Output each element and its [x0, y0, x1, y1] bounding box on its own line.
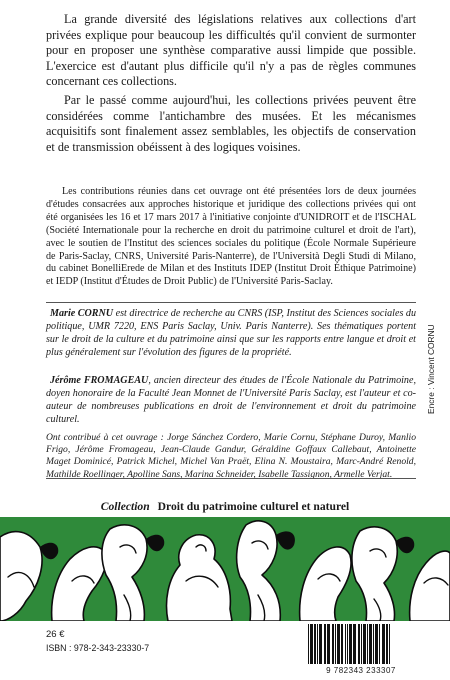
author-bio-text: est directrice de recherche au CNRS (ISP, Institut des Sciences sociales du politique, UMR 7220, ENS Paris Saclay, Univ. Paris Nanterre). Ses thématiques portent sur le droit de la culture et du patrimoine ainsi que sur les rapports entre langue et droit et plus généralement sur l'évolution des figures de la propriété.	[46, 308, 417, 358]
barcode-bar	[363, 624, 366, 664]
barcode-bar	[310, 624, 313, 664]
contributions-text: Les contributions réunies dans cet ouvrage ont été présentées lors de deux journées d'études consacrées aux approches historique et juridique des collections privées qui ont été organisées les 16 et 17 mars 2017 à l'initiative conjointe d'UNIDROIT et de l'ISCHAL (Société Internationale pour la recherche en droit du patrimoine culturel et droit de l'art), avec le soutien de l'Institut des sciences sociales du politique (École Normale Supérieure de Paris-Saclay, CNRS, Université Paris-Nanterre), de l'Università Degli Studi di Milano, du cabinet BonelliErede de Milan et des Instituts IDEP (Institut Droit Éthique Patrimoine) et IEDP (Institut d'Études de Droit Public) de l'Université Paris-Saclay.	[46, 186, 416, 288]
divider	[46, 478, 416, 479]
barcode-bar	[373, 624, 374, 664]
barcode-bar	[337, 624, 340, 664]
barcode-bar	[335, 624, 336, 664]
barcode-bar	[308, 624, 309, 664]
intro-paragraph-2: Par le passé comme aujourd'hui, les collections privées peuvent être considérées comme l'antichambre des musées. Et les mécanismes acquisitifs sont finalement assez semblables, les objectifs de conservation et de transmission obéissent à des logiques voisines.	[46, 92, 416, 154]
author-bio-fromageau	[46, 375, 416, 427]
divider	[46, 302, 416, 303]
barcode-bar	[361, 624, 362, 664]
author-name: Marie CORNU	[50, 308, 114, 319]
contributions-paragraph	[46, 186, 416, 289]
illustration-credit: Encre : Vincent CORNU	[426, 324, 436, 414]
barcode-bar	[347, 624, 348, 664]
barcode-bar	[341, 624, 343, 664]
author-bio-text: , ancien directeur des études de l'École Nationale du Patrimoine, doyen honoraire de la Faculté Jean Monnet de l'Université Paris Saclay, est l'auteur et co-auteur de nombreuses publications en droit de l'environnement et droit du patrimoine culturel.	[46, 375, 416, 425]
barcode-bar	[367, 624, 368, 664]
isbn: ISBN : 978-2-343-23330-7	[46, 643, 150, 653]
barcode-digits: 9 782343 233307	[302, 666, 420, 675]
barcode-bars	[302, 624, 420, 666]
contributors-list	[46, 432, 416, 481]
author-bio-cornu	[46, 308, 416, 360]
barcode-bar	[369, 624, 372, 664]
collection-title	[0, 500, 450, 513]
barcode-bar	[327, 624, 330, 664]
intro-paragraph-1: La grande diversité des législations relatives aux collections d'art privées explique pour beaucoup les difficultés qu'il convient de surmonter pour en proposer une synthèse comparative aussi limpide que possible. L'exercice est d'autant plus difficile qu'il n'y a pas de règles communes concernant ces collections.	[46, 12, 416, 89]
cover-illustration	[0, 517, 450, 621]
barcode-bar	[317, 624, 318, 664]
barcode-bar	[358, 624, 360, 664]
ink-figures-illustration	[0, 517, 450, 621]
collection-name: Droit du patrimoine culturel et naturel	[157, 500, 350, 513]
barcode-bar	[379, 624, 380, 664]
barcode-bar	[382, 624, 385, 664]
contributors-text: Ont contribué à cet ouvrage : Jorge Sánchez Cordero, Marie Cornu, Stéphane Duroy, Manlio Frigo, Jérôme Fromageau, Jean-Claude Gandur, Géraldine Goffaux Callebaut, Antoinette Maget Dominicé, Patrick Michel, Michel Van Praët, Elina N. Moustaira, Marc-André Renold, Mathilde Roellinger, Apolline Sans, Marina Schneider, Isabelle Tassignon, Armelle Verjat.	[46, 432, 416, 480]
barcode-bar	[332, 624, 334, 664]
barcode-bar	[345, 624, 346, 664]
barcode-bar	[389, 624, 390, 664]
barcode-bar	[314, 624, 316, 664]
barcode-bar	[319, 624, 322, 664]
intro-text	[46, 12, 416, 158]
barcode-bar	[324, 624, 326, 664]
author-name: Jérôme FROMAGEAU	[50, 375, 149, 386]
barcode-bar	[386, 624, 388, 664]
price: 26 €	[46, 629, 65, 640]
barcode-bar	[353, 624, 356, 664]
barcode-bar	[375, 624, 378, 664]
collection-label: Collection	[100, 500, 150, 513]
barcode-bar	[349, 624, 352, 664]
